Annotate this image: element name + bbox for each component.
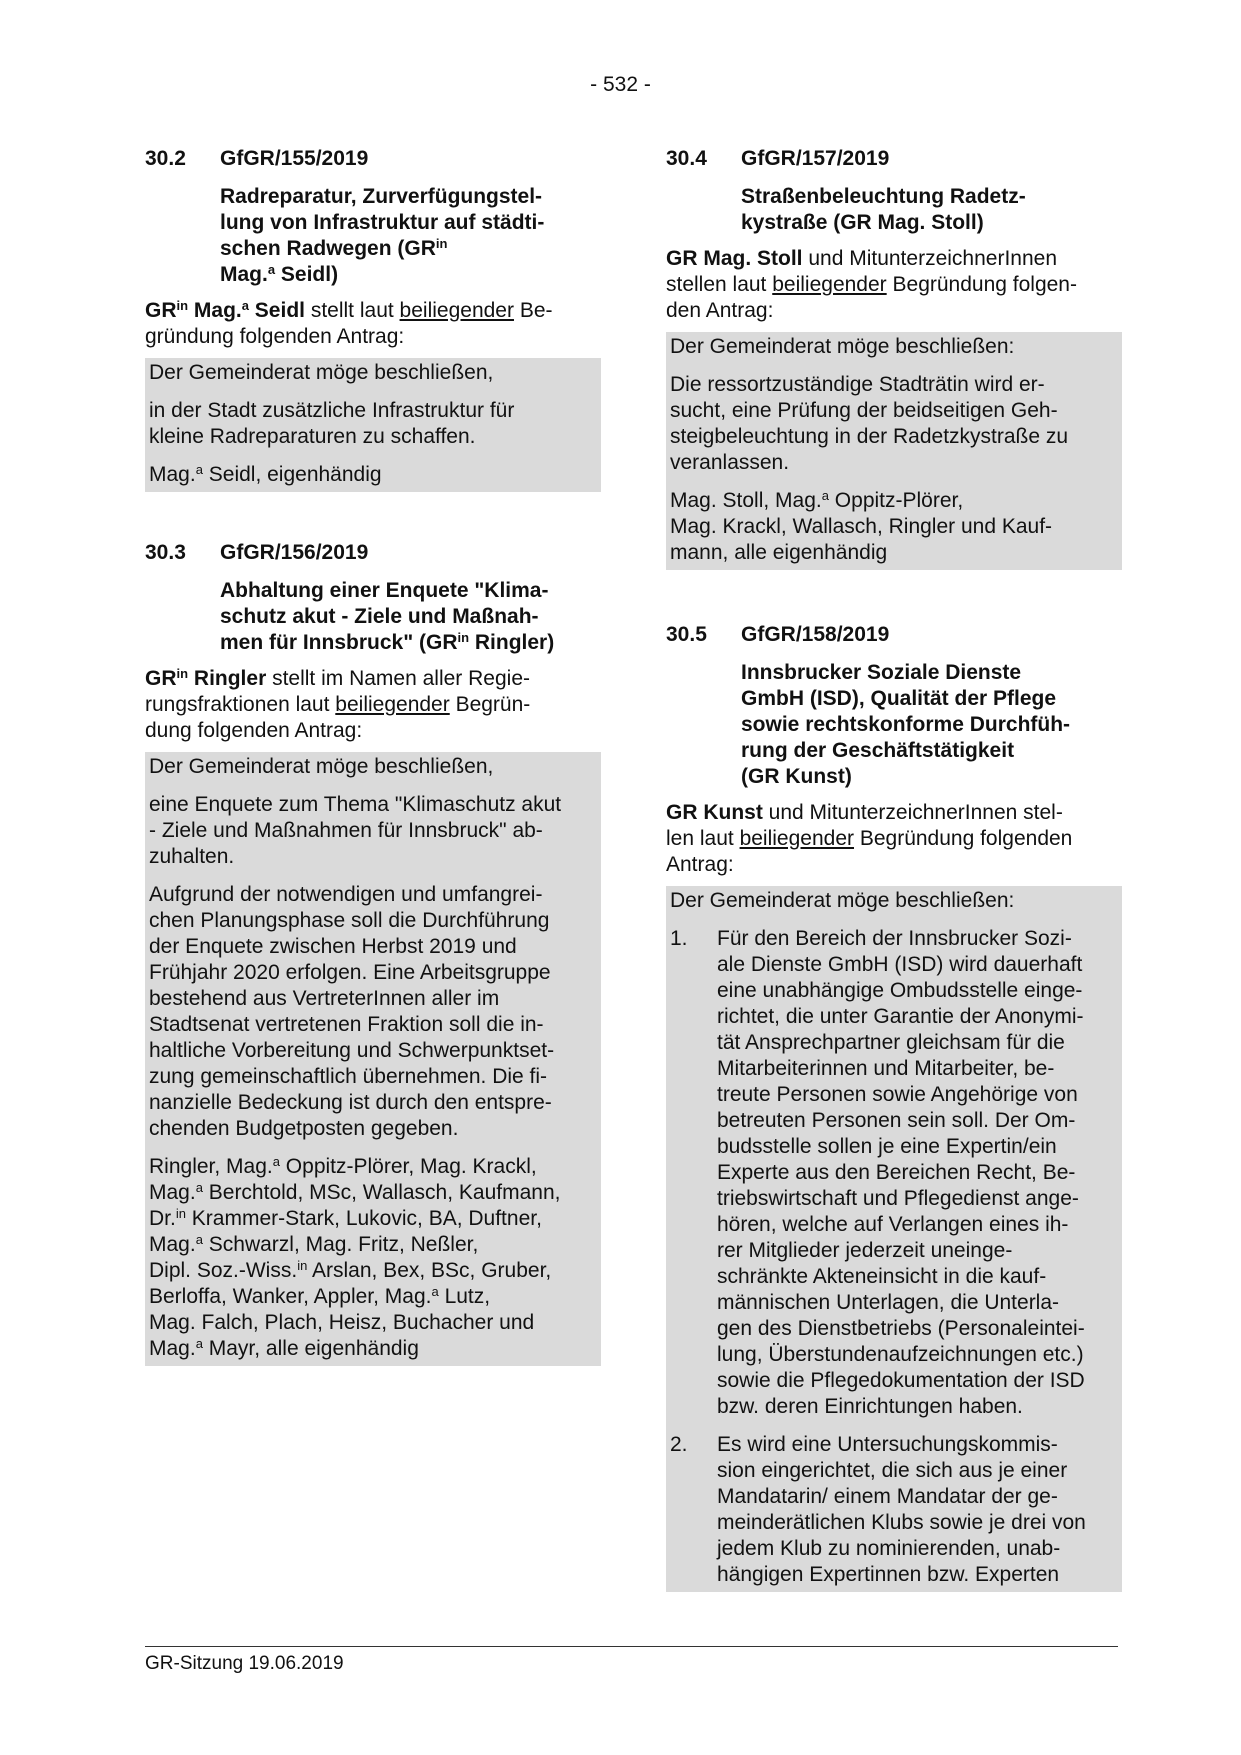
list-item <box>670 926 1118 1420</box>
item-number: 30.4 <box>666 147 707 170</box>
item-title: Straßenbeleuchtung Radetz- kystraße (GR Mag. Stoll) <box>741 185 1026 234</box>
motion-preamble: Der Gemeinderat möge beschließen, <box>149 755 494 778</box>
list-item-text: Es wird eine Untersuchungskommis- sion eingerichtet, die sich aus je einer Mandatarin/ einem Mandatar der ge- meinderätlichen Klubs sowie je drei von jedem Klub zu nominierenden, unab- hängigen Expertinnen bzw. Experten <box>717 1433 1086 1586</box>
item-title: Abhaltung einer Enquete "Klima- schutz akut - Ziele und Maßnah- men für Innsbruck" ($GR^{in}$ Ringler) <box>220 579 555 654</box>
motion-preamble: Der Gemeinderat möge beschließen, <box>149 361 494 384</box>
attachment-reference: beiliegender <box>739 827 854 850</box>
motion-text: in der Stadt zusätzliche Infrastruktur für kleine Radreparaturen zu schaffen. <box>149 399 515 448</box>
agenda-item-30-5 <box>666 622 1122 1592</box>
motion-rationale: Aufgrund der notwendigen und umfangrei- chen Planungsphase soll die Durchführung der Enquete zwischen Herbst 2019 und Frühjahr 2020 erfolgen. Eine Arbeitsgruppe bestehend aus VertreterInnen aller im Stadtsenat vertretenen Fraktion soll die in- haltliche Vorbereitung und Schwerpunktset- zung gemeinschaftlich übernehmen. Die fi- nanzielle Bedeckung ist durch den entspre- chenden Budgetposten gegeben. <box>149 883 555 1140</box>
item-heading <box>145 146 601 172</box>
agenda-item-30-3 <box>145 540 601 1366</box>
list-item-text: Für den Bereich der Innsbrucker Sozi- ale Dienste GmbH (ISD) wird dauerhaft eine unabhängige Ombudsstelle einge- richtet, die unter Garantie der Anonymi- tät Ansprechpartner gleichsam für die Mitarbeiterinnen und Mitarbeiter, be- treute Personen sowie Angehörige von betreuten Personen sein soll. Der Om- budsstelle sollen je eine Expertin/ein Experte aus den Bereichen Recht, Be- triebswirtschaft und Pflegedienst ange- hören, welche auf Verlangen eines ih- rer Mitglieder jederzeit uneinge- schränkte Akteneinsicht in die kauf- männischen Unterlagen, die Unterla- gen des Dienstbetriebs (Personaleintei- lung, Überstundenaufzeichnungen etc.) sowie die Pflegedokumentation der ISD bzw. deren Einrichtungen haben. <box>717 927 1085 1418</box>
item-intro: $GR^{in}$ Ringler stellt im Namen aller Regie- rungsfraktionen laut beiliegender Begrün- dung folgenden Antrag: <box>145 666 531 742</box>
item-code: GfGR/157/2019 <box>741 147 890 170</box>
attachment-reference: beiliegender <box>399 299 514 322</box>
motion-box <box>145 752 601 1366</box>
motion-text: Die ressortzuständige Stadträtin wird er- sucht, eine Prüfung der beidseitigen Geh- steigbeleuchtung in der Radetzkystraße zu veranlassen. <box>670 373 1069 474</box>
agenda-item-30-4 <box>666 146 1122 570</box>
item-title: Innsbrucker Soziale Dienste GmbH (ISD), Qualität der Pflege sowie rechtskonforme Durchfüh- rung der Geschäftstätigkeit (GR Kunst) <box>741 661 1071 788</box>
signatories: Ringler, Mag.$^a$ Oppitz-Plörer, Mag. Krackl, Mag.$^a$ Berchtold, MSc, Wallasch, Kaufmann, Dr.$^{in}$ Krammer-Stark, Lukovic, BA, Duftner, Mag.$^a$ Schwarzl, Mag. Fritz, Neßler, Dipl. Soz.-Wiss.$^{in}$ Arslan, Bex, BSc, Gruber, Berloffa, Wanker, Appler, Mag.$^a$ Lutz, Mag. Falch, Plach, Heisz, Buchacher und Mag.$^a$ Mayr, alle eigenhändig <box>149 1154 561 1360</box>
item-number: 30.5 <box>666 623 707 646</box>
motion-preamble: Der Gemeinderat möge beschließen: <box>670 889 1015 912</box>
item-number: 30.3 <box>145 541 186 564</box>
item-heading <box>145 540 601 566</box>
item-code: GfGR/158/2019 <box>741 623 890 646</box>
attachment-reference: beiliegender <box>335 693 450 716</box>
item-number: 30.2 <box>145 147 186 170</box>
item-intro: GR Mag. Stoll und MitunterzeichnerInnen stellen laut beiliegender Begründung folgen- den Antrag: <box>666 247 1077 322</box>
list-item-number: 2. <box>670 1433 688 1456</box>
item-intro: GR Kunst und MitunterzeichnerInnen stel- len laut beiliegender Begründung folgenden Antrag: <box>666 801 1073 876</box>
item-title: Radreparatur, Zurverfügungstel- lung von Infrastruktur auf städti- schen Radwegen ($GR^{in}$ Mag.$^a$ Seidl) <box>220 185 545 286</box>
signatories: Mag. Stoll, Mag.$^a$ Oppitz-Plörer, Mag. Krackl, Wallasch, Ringler und Kauf- mann, alle eigenhändig <box>670 488 1053 564</box>
item-heading <box>666 146 1122 172</box>
motion-box <box>145 358 601 492</box>
item-heading <box>666 622 1122 648</box>
footer-divider <box>145 1646 1118 1647</box>
attachment-reference: beiliegender <box>772 273 887 296</box>
page-number: - 532 - <box>590 73 651 96</box>
left-column <box>145 146 601 1366</box>
motion-box <box>666 886 1122 1592</box>
motion-text: eine Enquete zum Thema "Klimaschutz akut - Ziele und Maßnahmen für Innsbruck" ab- zuhalten. <box>149 793 562 868</box>
item-intro: $GR^{in}$ Mag.$^a$ Seidl stellt laut beiliegender Be- gründung folgenden Antrag: <box>145 298 553 348</box>
item-code: GfGR/155/2019 <box>220 147 369 170</box>
list-item-number: 1. <box>670 927 688 950</box>
motion-preamble: Der Gemeinderat möge beschließen: <box>670 335 1015 358</box>
list-item <box>670 1432 1118 1588</box>
right-column <box>666 146 1122 1592</box>
item-code: GfGR/156/2019 <box>220 541 369 564</box>
agenda-item-30-2 <box>145 146 601 492</box>
footer-text: GR-Sitzung 19.06.2019 <box>145 1653 344 1674</box>
motion-box <box>666 332 1122 570</box>
signatories: Mag.$^a$ Seidl, eigenhändig <box>149 462 382 486</box>
